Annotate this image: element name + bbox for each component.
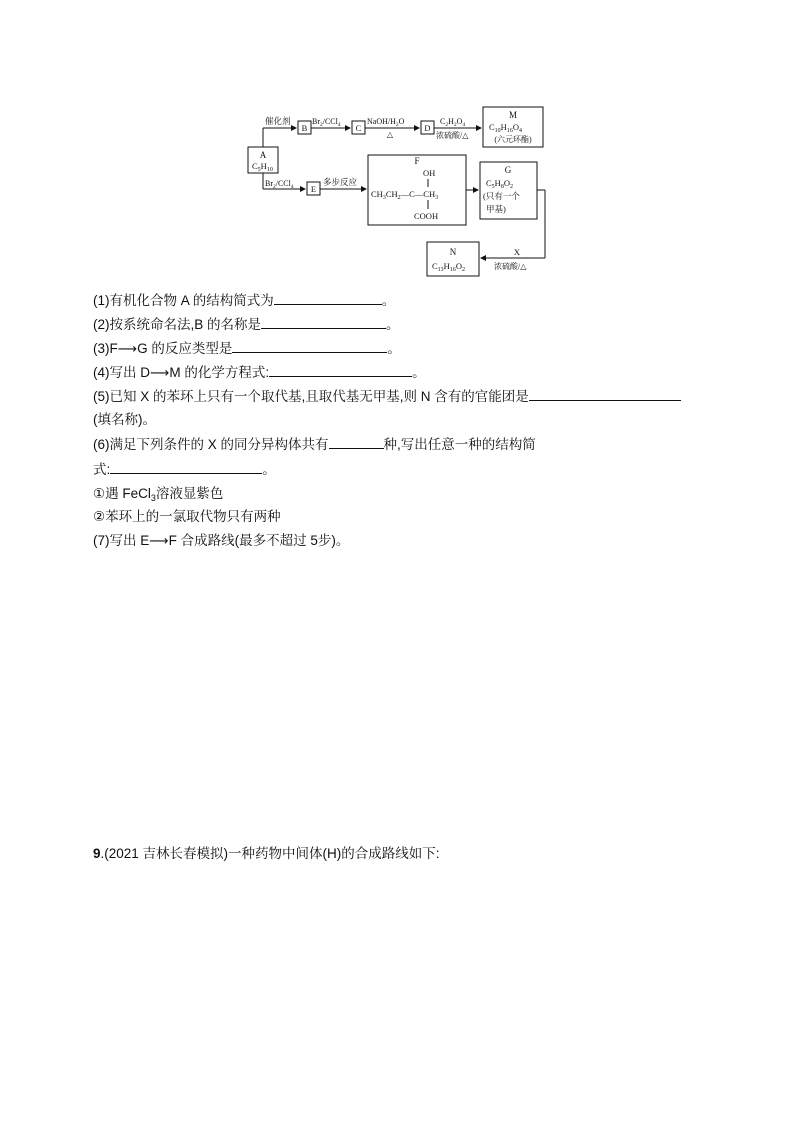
question-9: [93, 845, 440, 863]
answer-blank-6a[interactable]: [329, 436, 384, 449]
condition-2: [93, 508, 281, 526]
f-oh: OH: [423, 168, 436, 178]
note-g-1: (只有一个: [483, 191, 520, 201]
formula-m: $C_{10}H_{16}O_4$: [489, 122, 522, 134]
label-oxalic: $C_2H_2O_4$: [440, 117, 466, 128]
question-7: [93, 532, 349, 550]
label-catalyst: 催化剂: [265, 116, 291, 126]
question-3: [93, 340, 401, 358]
question-6-line-2: [93, 461, 276, 479]
label-a: A: [259, 150, 267, 160]
condition-1-text-2: 溶液显紫色: [155, 486, 224, 501]
label-c: C: [355, 123, 362, 133]
question-4-text: (4)写出 D⟶M 的化学方程式:: [93, 365, 270, 380]
question-6-suffix: 式:: [93, 462, 111, 477]
question-5-line-1: [93, 388, 681, 406]
period: 。: [386, 317, 400, 332]
synthesis-route-diagram: [240, 100, 560, 285]
condition-2-text: ②苯环上的一氯取代物只有两种: [93, 509, 281, 524]
label-e: E: [310, 184, 317, 194]
label-n: N: [449, 247, 457, 257]
label-heat-1: △: [386, 130, 394, 139]
label-naoh: NaOH/$H_2O$: [367, 117, 405, 128]
label-conc-1: 浓硫酸/△: [436, 131, 469, 140]
answer-blank-1[interactable]: [274, 292, 382, 305]
label-f: F: [414, 156, 420, 166]
label-br2-1: $Br_2/CCl_4$: [312, 117, 341, 128]
question-9-number: 9: [93, 846, 101, 861]
period: 。: [387, 341, 401, 356]
formula-n: $C_{13}H_{16}O_2$: [432, 261, 465, 273]
label-b: B: [301, 123, 308, 133]
formula-g: $C_5H_8O_2$: [486, 178, 513, 190]
question-1: [93, 292, 395, 310]
question-2-text: (2)按系统命名法,B 的名称是: [93, 317, 262, 332]
question-1-text: (1)有机化合物 A 的结构简式为: [93, 293, 274, 308]
condition-1-sub: 3: [150, 493, 156, 503]
label-conc-2: 浓硫酸/△: [494, 262, 527, 271]
question-7-text: (7)写出 E⟶F 合成路线(最多不超过 5步)。: [93, 533, 350, 548]
label-br2-2: $Br_2/CCl_4$: [265, 179, 294, 190]
question-2: [93, 316, 400, 334]
question-3-text: (3)F⟶G 的反应类型是: [93, 341, 233, 356]
f-main: $CH_3CH_2—C—CH_3$: [371, 189, 439, 201]
question-5-line-2: [93, 411, 156, 429]
answer-blank-3[interactable]: [232, 340, 387, 353]
period: 。: [262, 462, 276, 477]
question-5-text: (5)已知 X 的苯环上只有一个取代基,且取代基无甲基,则 N 含有的官能团是: [93, 389, 529, 404]
question-6-text: (6)满足下列条件的 X 的同分异构体共有: [93, 437, 329, 452]
answer-blank-6b[interactable]: [110, 461, 262, 474]
note-m: (六元环酯): [494, 135, 532, 144]
label-x: X: [513, 247, 521, 257]
answer-blank-5[interactable]: [529, 388, 681, 401]
answer-blank-2[interactable]: [261, 316, 386, 329]
f-cooh: COOH: [414, 211, 439, 221]
question-4: [93, 364, 426, 382]
question-5-suffix: (填名称)。: [93, 412, 156, 427]
label-g: G: [504, 165, 512, 175]
period: 。: [381, 293, 396, 308]
formula-a: $C_5H_{10}$: [252, 161, 273, 173]
label-m: M: [508, 110, 518, 120]
label-multistep: 多步反应: [323, 177, 358, 187]
question-9-text: .(2021 吉林长春模拟)一种药物中间体(H)的合成路线如下:: [100, 846, 440, 861]
condition-1-text: ①遇 FeCl: [93, 486, 151, 501]
label-d: D: [424, 123, 431, 133]
period: 。: [412, 365, 426, 380]
answer-blank-4[interactable]: [269, 364, 412, 377]
note-g-2: 甲基): [486, 204, 506, 214]
question-6-line-1: [93, 436, 536, 454]
question-6-text-2: 种,写出任意一种的结构简: [383, 437, 536, 452]
condition-1: [93, 485, 223, 507]
